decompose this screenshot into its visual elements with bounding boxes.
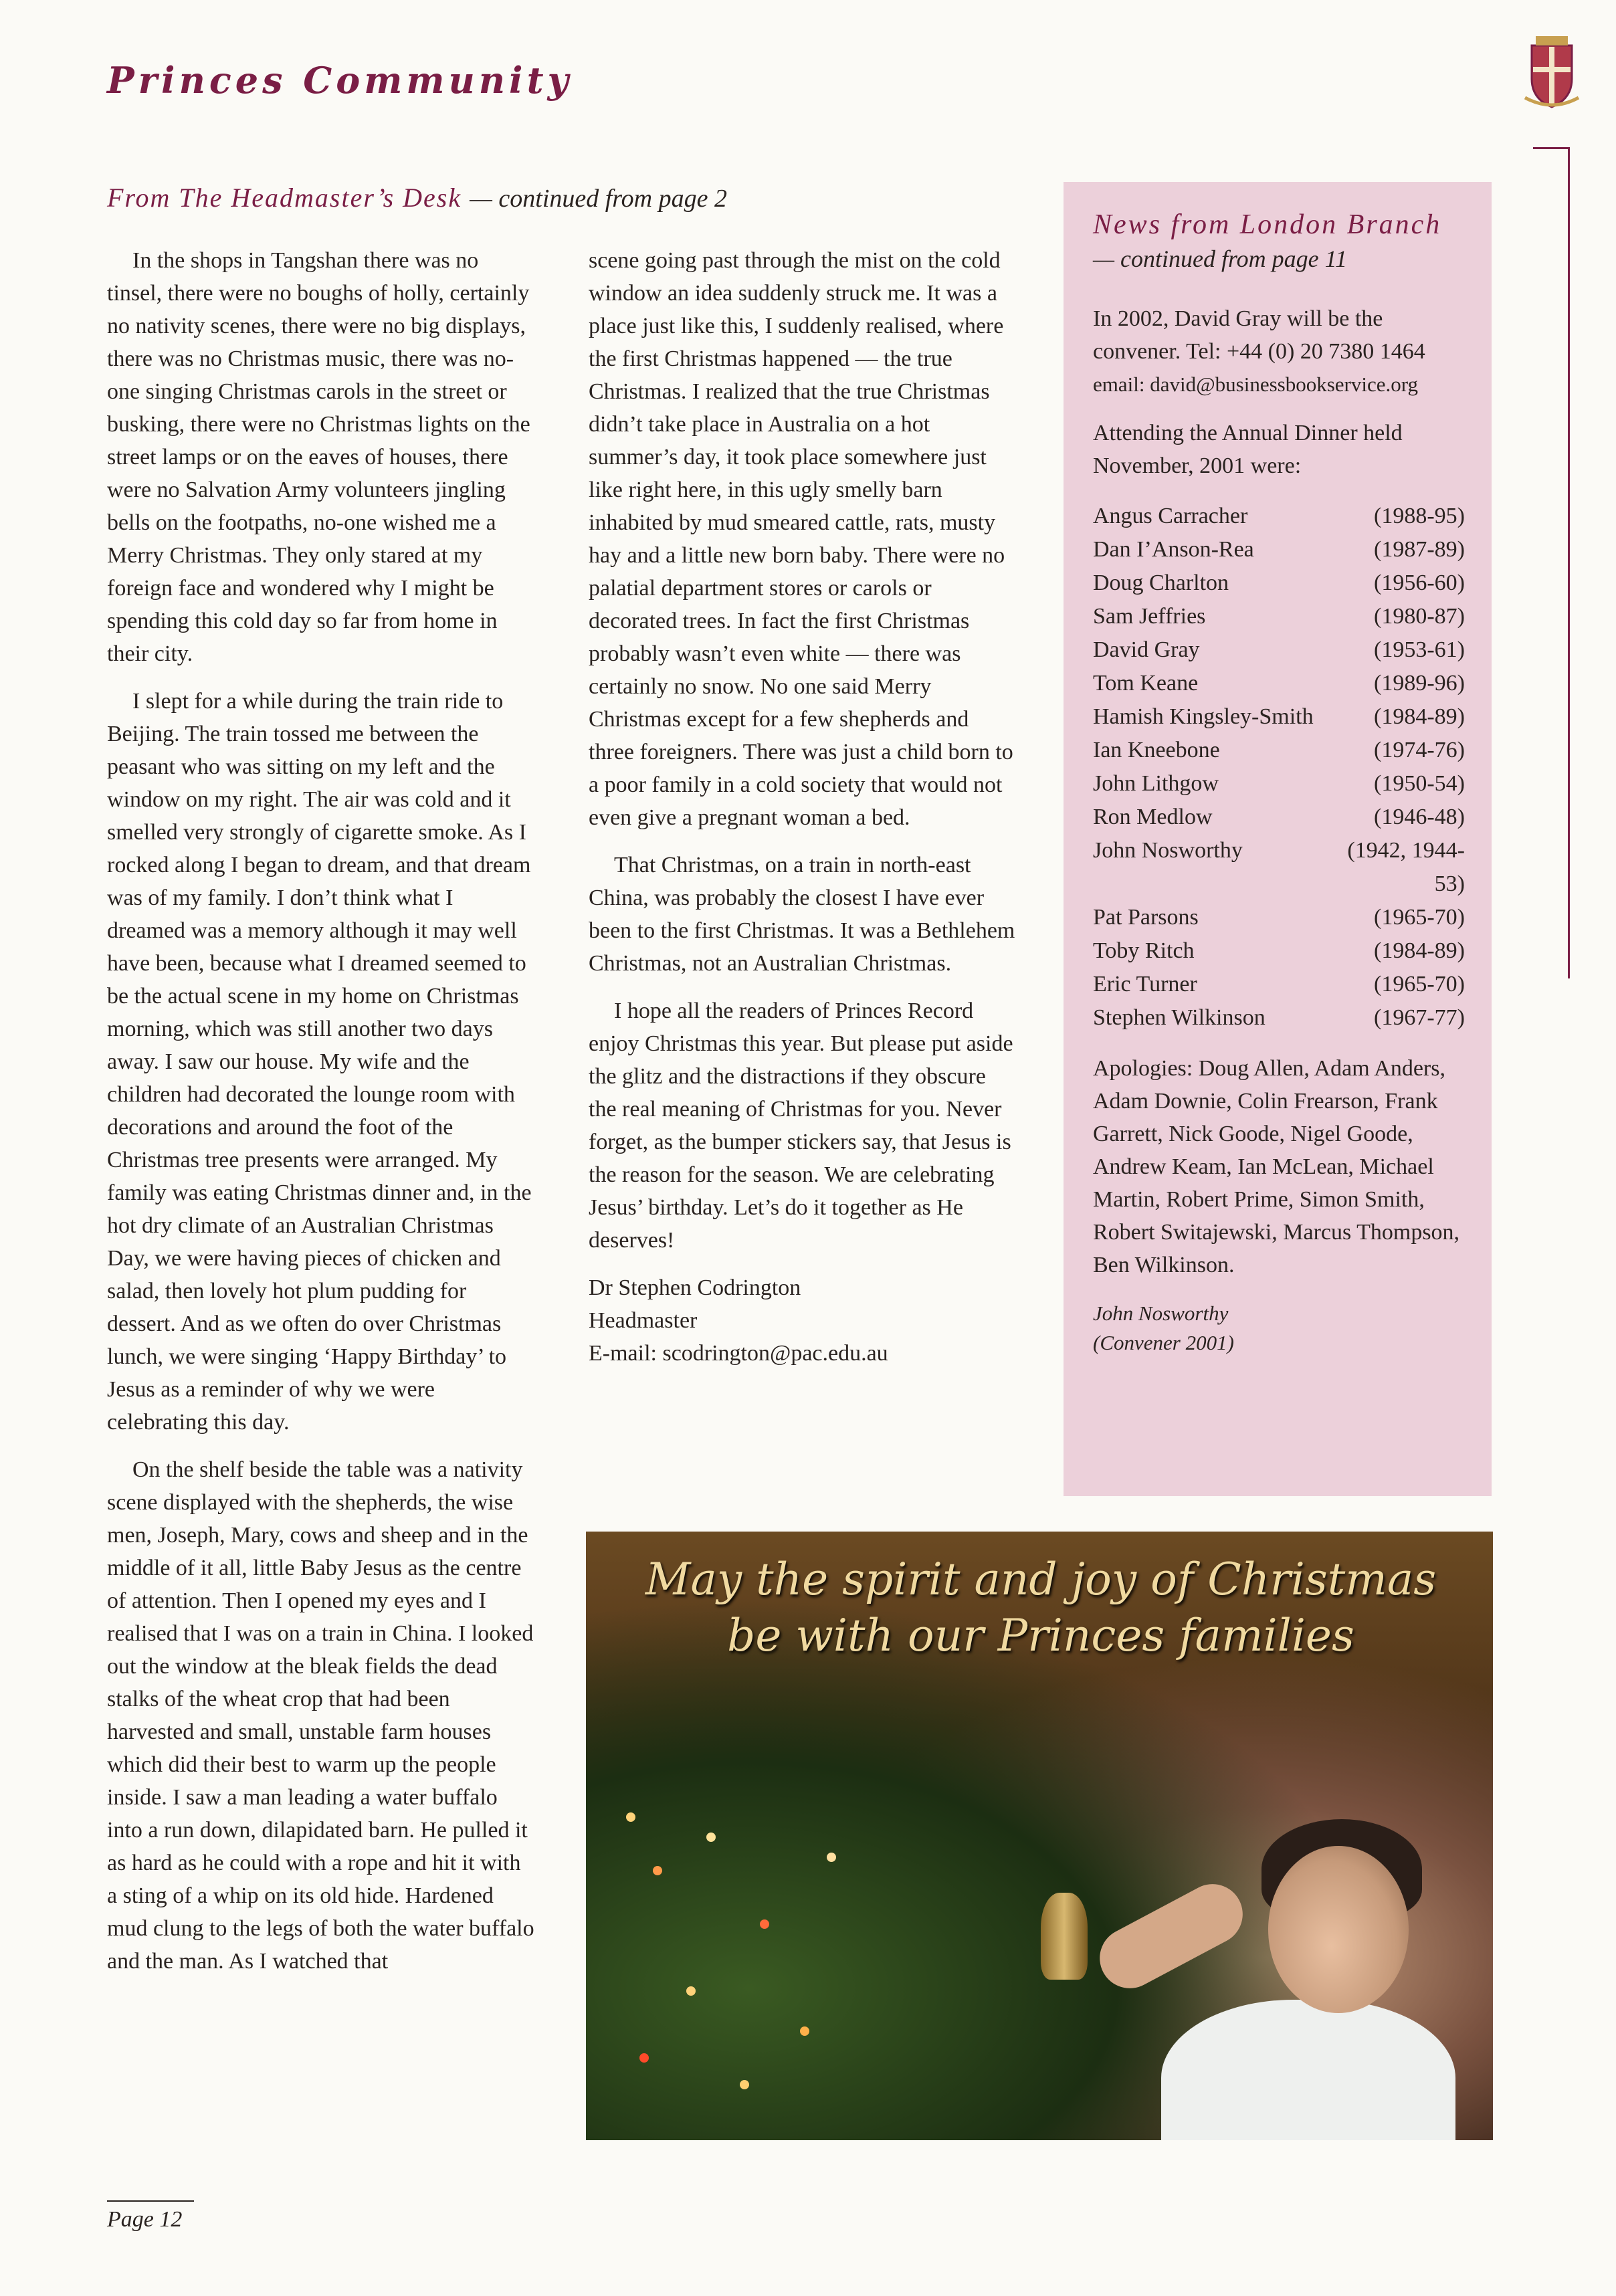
attendee-row [1093, 901, 1465, 934]
attendee-name: Dan I’Anson-Rea [1093, 537, 1254, 562]
attendee-years: (1974-76) [1374, 738, 1465, 762]
attendee-years: (1987-89) [1374, 537, 1465, 562]
attendee-name: Angus Carracher [1093, 504, 1248, 528]
sidebar-credit [1093, 1299, 1465, 1358]
attendee-name: Doug Charlton [1093, 570, 1229, 595]
article-paragraph: In the shops in Tangshan there was no tinsel, there were no boughs of holly, certainly no nativity scenes, there were no big displays, there was no Christmas music, there was no-one singing Christmas carols in the street or busking, there were no Christmas lights on the street lamps or on the eaves of houses, there were no Salvation Army volunteers jingling bells on the footpaths, no-one wished me a Merry Christmas. They only stared at my foreign face and wondered why I might be spending this cold day so far from home in their city. [107, 248, 530, 666]
attendee-years: (1988-95) [1374, 504, 1465, 528]
boy-shirt [1161, 2000, 1455, 2140]
credit-role: (Convener 2001) [1093, 1331, 1234, 1354]
credit-name: John Nosworthy [1093, 1301, 1229, 1325]
attendee-name: Hamish Kingsley-Smith [1093, 704, 1314, 729]
attendee-row [1093, 1001, 1465, 1035]
article-paragraph: I slept for a while during the train ride to Beijing. The train tossed me between the peasant who was sitting on my left and the window on my right. The air was cold and it smelled very strongly of cigarette smoke. As I rocked along I began to dream, and that dream was of my family. I don’t think what I dreamed was a memory although it may well have been, because what I dreamed seemed to be the actual scene in my home on Christmas morning, which was still another two days away. I saw our house. My wife and the children had decorated the lounge room with decorations and around the foot of the Christmas tree presents were arranged. My family was eating Christmas dinner and, in the hot dry climate of an Australian Christmas Day, we were having pieces of chicken and salad, then lovely hot plum pudding for dessert. And as we often do over Christmas lunch, we were singing ‘Happy Birthday’ to Jesus as a reminder of why we were celebrating this day. [107, 689, 532, 1435]
attendee-row [1093, 633, 1465, 667]
signoff-role: Headmaster [589, 1308, 698, 1333]
signoff-email: E-mail: scodrington@pac.edu.au [589, 1341, 888, 1366]
attendee-name: John Nosworthy [1093, 838, 1243, 863]
article-paragraph: I hope all the readers of Princes Record enjoy Christmas this year. But please put aside the glitz and the distractions if they obscure the real meaning of Christmas for you. Never forget, as the bumper stickers say, that Jesus is the reason for the season. We are celebrating Jesus’ birthday. Let’s do it together as He deserves! [589, 999, 1013, 1253]
attendee-years: (1946-48) [1374, 805, 1465, 829]
attendee-years: (1980-87) [1374, 604, 1465, 629]
attendee-years: (1989-96) [1374, 671, 1465, 696]
london-branch-sidebar [1064, 182, 1492, 1496]
attendee-row [1093, 968, 1465, 1001]
attendee-years: (1965-70) [1374, 972, 1465, 997]
article-paragraph: scene going past through the mist on the cold window an idea suddenly struck me. It was a place just like this, I suddenly realised, where the first Christmas happened — the true Christmas. I realized that the true Christmas didn’t take place in Australia on a hot summer’s day, it took place somewhere just like right here, in this ugly smelly barn inhabited by mud smeared cattle, rats, musty hay and a little new born baby. There were no palatial department stores or carols or decorated trees. In fact the first Christmas probably wasn’t even white — there was certainly no snow. No one said Merry Christmas except for a few shepherds and three foreigners. There was just a child born to a poor family in a cold society that would not even give a pregnant woman a bed. [589, 248, 1013, 830]
greeting-line-2: be with our Princes families [727, 1610, 1354, 1661]
section-title: From The Headmaster’s Desk [107, 183, 462, 213]
attendee-row [1093, 934, 1465, 968]
sidebar-continued: — continued from page 11 [1093, 245, 1347, 272]
attendee-row [1093, 600, 1465, 633]
christmas-photo [586, 1532, 1493, 2140]
attendee-years: (1984-89) [1374, 938, 1465, 963]
greeting-line-1: May the spirit and joy of Christmas [645, 1554, 1437, 1605]
attendee-name: David Gray [1093, 637, 1200, 662]
article-column-1 [107, 244, 535, 1992]
attendee-row [1093, 801, 1465, 834]
attendee-years: (1967-77) [1374, 1005, 1465, 1030]
attending-lead: Attending the Annual Dinner held November, 2001 were: [1093, 421, 1403, 478]
sidebar-intro-text: In 2002, David Gray will be the convener. Tel: +44 (0) 20 7380 1464 [1093, 306, 1425, 364]
attendee-row [1093, 566, 1465, 600]
sidebar-email: email: david@businessbookservice.org [1093, 373, 1418, 396]
bell-ornament [1041, 1893, 1088, 1980]
tree-lights [626, 1812, 635, 1822]
attendee-row [1093, 700, 1465, 734]
signoff [589, 1271, 1017, 1370]
article-paragraph: On the shelf beside the table was a nativity scene displayed with the shepherds, the wise men, Joseph, Mary, cows and sheep and in the middle of it all, little Baby Jesus as the centre of attention. Then I opened my eyes and I realised that I was on a train in China. I looked out the window at the bleak fields the dead stalks of the wheat crop that had been harvested and small, unstable farm houses which did their best to warm up the people inside. I saw a man leading a water buffalo into a run down, dilapidated barn. He pulled it as hard as he could with a rope and hit it with a sting of a whip on its old hide. Hardened mud clung to the legs of both the water buffalo and the man. As I watched that [107, 1457, 534, 1974]
signoff-name: Dr Stephen Codrington [589, 1275, 801, 1300]
attendee-row [1093, 834, 1465, 901]
attendee-name: Pat Parsons [1093, 905, 1199, 930]
section-continued: — continued from page 2 [470, 185, 727, 213]
attendee-row [1093, 667, 1465, 700]
attendee-row [1093, 500, 1465, 533]
apologies: Apologies: Doug Allen, Adam Anders, Adam Downie, Colin Frearson, Frank Garrett, Nick Goode, Nigel Goode, Andrew Keam, Ian McLean, Michael Martin, Robert Prime, Simon Smith, Robert Switajewski, Marcus Thompson, Ben Wilkinson. [1093, 1056, 1460, 1277]
page-number: Page 12 [107, 2200, 194, 2232]
attendee-name: John Lithgow [1093, 771, 1219, 796]
attendee-years: (1984-89) [1374, 704, 1465, 729]
school-crest-icon [1518, 32, 1585, 112]
attendee-years: (1953-61) [1374, 637, 1465, 662]
boy-face [1268, 1846, 1409, 2013]
masthead-title: Princes Community [107, 59, 573, 102]
article-column-2 [589, 244, 1017, 1370]
attendee-row [1093, 767, 1465, 801]
attendees-table [1093, 500, 1465, 1035]
attendee-name: Ron Medlow [1093, 805, 1213, 829]
attendee-years: (1956-60) [1374, 570, 1465, 595]
attendee-name: Eric Turner [1093, 972, 1197, 997]
section-heading [107, 182, 727, 213]
sidebar-intro [1093, 302, 1465, 401]
attendee-years: (1965-70) [1374, 905, 1465, 930]
boy-arm [1089, 1873, 1253, 1998]
attendee-name: Toby Ritch [1093, 938, 1195, 963]
attendee-years: (1950-54) [1374, 771, 1465, 796]
attendee-row [1093, 533, 1465, 566]
attendee-name: Sam Jeffries [1093, 604, 1206, 629]
attendee-name: Tom Keane [1093, 671, 1199, 696]
christmas-greeting [626, 1552, 1455, 1664]
article-paragraph: That Christmas, on a train in north-east China, was probably the closest I have ever been to the first Christmas. It was a Bethlehem Christmas, not an Australian Christmas. [589, 853, 1015, 976]
attendee-name: Stephen Wilkinson [1093, 1005, 1266, 1030]
sidebar-title: News from London Branch [1093, 209, 1442, 240]
corner-rule [1533, 147, 1570, 978]
attendee-name: Ian Kneebone [1093, 738, 1220, 762]
attendee-years: (1942, 1944-53) [1347, 838, 1465, 896]
attendee-row [1093, 734, 1465, 767]
